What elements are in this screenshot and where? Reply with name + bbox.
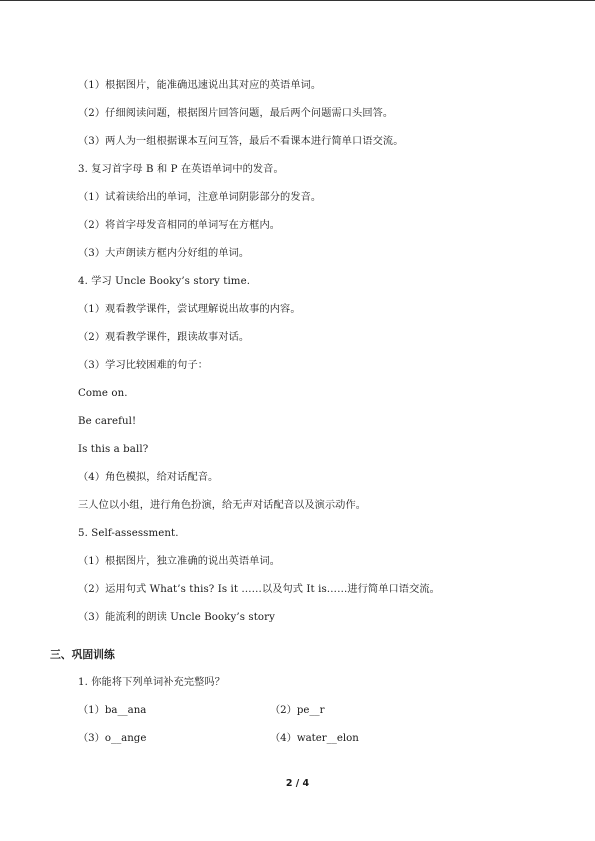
text-line: 三人位以小组，进行角色扮演，给无声对话配音以及演示动作。 <box>78 500 367 511</box>
text-line: （3）能流利的朗读 Uncle Booky’s story <box>78 612 275 623</box>
text-line: （1）观看教学课件，尝试理解说出故事的内容。 <box>78 304 301 315</box>
text-line: Be careful! <box>78 416 137 427</box>
exercise-item: （1）ba__ana <box>78 705 147 716</box>
text-line: （1）试着读给出的单词，注意单词阴影部分的发音。 <box>78 192 322 203</box>
text-line: 4. 学习 Uncle Booky’s story time. <box>78 276 251 287</box>
text-line: 3. 复习首字母 B 和 P 在英语单词中的发音。 <box>78 164 284 175</box>
page-number: 2 / 4 <box>285 778 310 789</box>
exercise-item: （3）o__ange <box>78 733 147 744</box>
exercise-item: （2）pe__r <box>270 705 325 716</box>
exercise-intro: 1. 你能将下列单词补充完整吗？ <box>78 677 225 688</box>
text-line: 5. Self-assessment. <box>78 528 179 539</box>
text-line: （2）将首字母发音相同的单词写在方框内。 <box>78 220 281 231</box>
text-line: （4）角色模拟，给对话配音。 <box>78 472 219 483</box>
text-line: （2）运用句式 What’s this? Is it ……以及句式 It is……进行简单口语交流。 <box>78 584 440 595</box>
text-line: （1）根据图片，独立准确的说出英语单词。 <box>78 556 281 567</box>
text-line: （1）根据图片，能准确迅速说出其对应的英语单词。 <box>78 80 322 91</box>
text-line: （2）观看教学课件，跟读故事对话。 <box>78 332 250 343</box>
text-line: （2）仔细阅读问题，根据图片回答问题，最后两个问题需口头回答。 <box>78 108 394 119</box>
text-line: Is this a ball? <box>78 444 149 455</box>
text-line: Come on. <box>78 388 128 399</box>
text-line: （3）大声朗读方框内分好组的单词。 <box>78 248 250 259</box>
exercise-item: （4）water__elon <box>270 733 359 744</box>
text-line: （3）两人为一组根据课本互问互答，最后不看课本进行简单口语交流。 <box>78 136 404 147</box>
section-heading: 三、巩固训练 <box>50 648 115 661</box>
text-line: （3）学习比较困难的句子： <box>78 360 209 371</box>
